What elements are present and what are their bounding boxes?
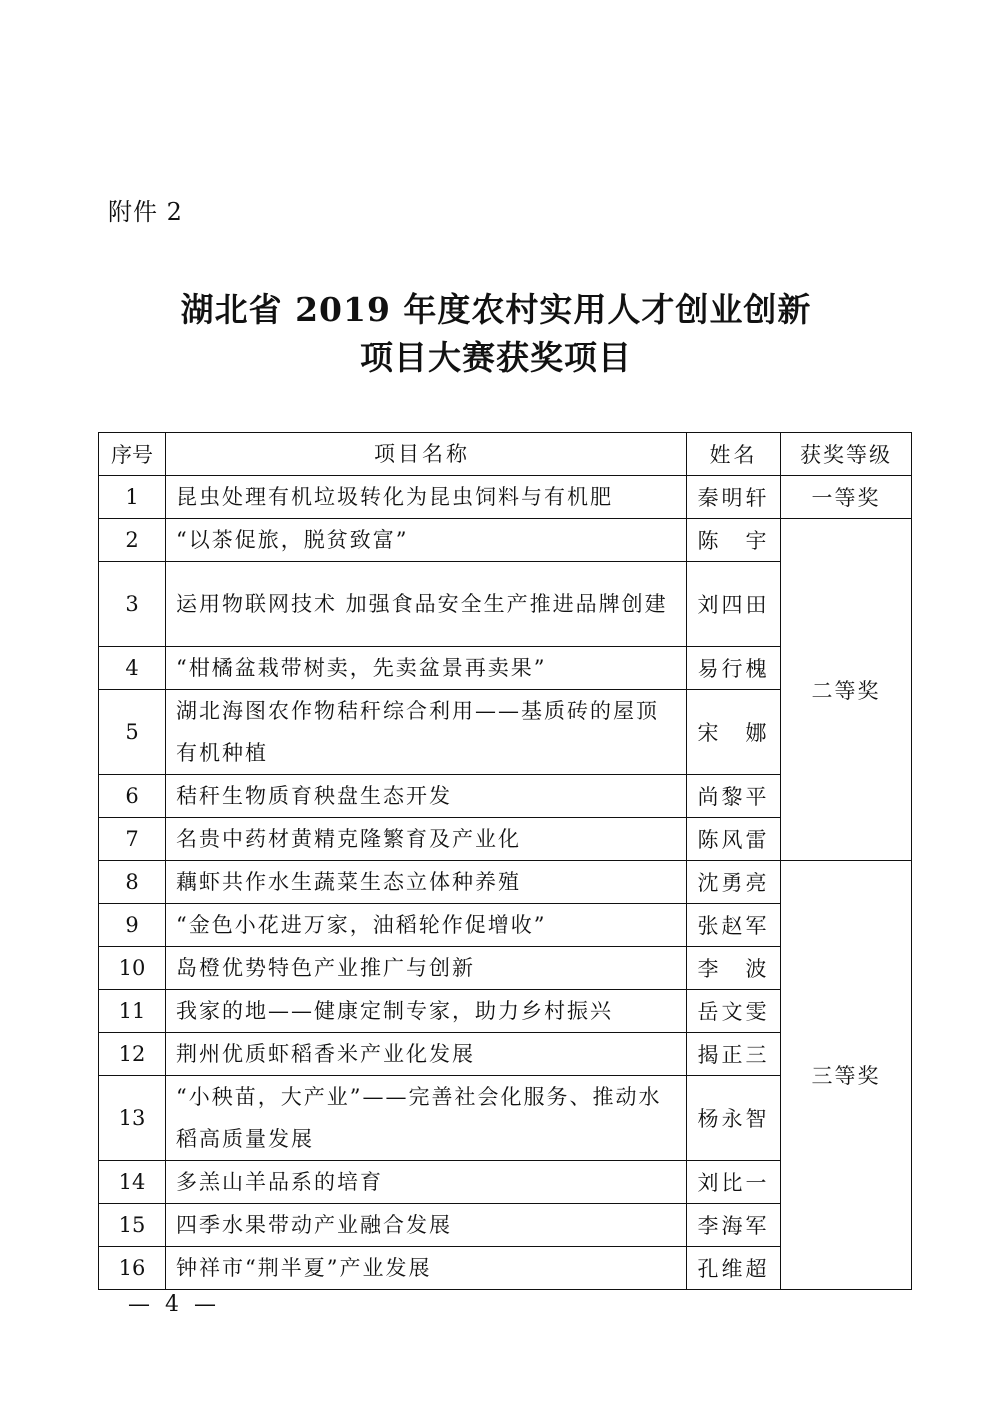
awards-table [98,432,912,1290]
row-project-name: 藕虾共作水生蔬菜生态立体种养殖 [166,861,687,904]
row-project-name: 湖北海图农作物秸秆综合利用——基质砖的屋顶有机种植 [166,690,687,775]
row-project-name: 四季水果带动产业融合发展 [166,1204,687,1247]
row-project-name: 运用物联网技术 加强食品安全生产推进品牌创建 [166,562,687,647]
row-no: 16 [99,1247,166,1290]
row-project-name: 多羔山羊品系的培育 [166,1161,687,1204]
attachment-label: 附件 2 [108,198,183,226]
row-no: 6 [99,775,166,818]
row-no: 12 [99,1033,166,1076]
row-person-name: 揭正三 [687,1033,781,1076]
row-project-name: 秸秆生物质育秧盘生态开发 [166,775,687,818]
row-no: 5 [99,690,166,775]
row-no: 8 [99,861,166,904]
row-person-name: 刘比一 [687,1161,781,1204]
page-number: — 4 — [128,1292,220,1317]
row-project-name: “以茶促旅，脱贫致富” [166,519,687,562]
row-person-name: 陈 宇 [687,519,781,562]
row-person-name: 李 波 [687,947,781,990]
document-title-line-1: 湖北省 2019 年度农村实用人才创业创新 [180,290,812,329]
row-person-name: 刘四田 [687,562,781,647]
row-no: 11 [99,990,166,1033]
row-person-name: 易行槐 [687,647,781,690]
row-person-name: 秦明轩 [687,476,781,519]
row-person-name: 李海军 [687,1204,781,1247]
row-person-name: 陈风雷 [687,818,781,861]
row-project-name: “小秧苗，大产业”——完善社会化服务、推动水稻高质量发展 [166,1076,687,1161]
row-no: 2 [99,519,166,562]
row-project-name: “柑橘盆栽带树卖，先卖盆景再卖果” [166,647,687,690]
row-project-name: 钟祥市“荆半夏”产业发展 [166,1247,687,1290]
award-level-first: 一等奖 [781,476,912,519]
row-person-name: 孔维超 [687,1247,781,1290]
row-project-name: 昆虫处理有机垃圾转化为昆虫饲料与有机肥 [166,476,687,519]
header-no: 序号 [99,433,166,476]
row-person-name: 岳文雯 [687,990,781,1033]
row-no: 9 [99,904,166,947]
header-person-name: 姓名 [687,433,781,476]
row-project-name: 岛橙优势特色产业推广与创新 [166,947,687,990]
row-project-name: 我家的地——健康定制专家，助力乡村振兴 [166,990,687,1033]
row-person-name: 尚黎平 [687,775,781,818]
row-project-name: “金色小花进万家，油稻轮作促增收” [166,904,687,947]
row-person-name: 杨永智 [687,1076,781,1161]
row-no: 1 [99,476,166,519]
table-row [99,519,912,562]
row-no: 14 [99,1161,166,1204]
row-no: 13 [99,1076,166,1161]
row-person-name: 宋 娜 [687,690,781,775]
table-row [99,476,912,519]
table-row [99,861,912,904]
header-award-level: 获奖等级 [781,433,912,476]
row-project-name: 荆州优质虾稻香米产业化发展 [166,1033,687,1076]
table-header-row [99,433,912,476]
row-person-name: 沈勇亮 [687,861,781,904]
award-level-third: 三等奖 [781,861,912,1290]
row-no: 3 [99,562,166,647]
row-project-name: 名贵中药材黄精克隆繁育及产业化 [166,818,687,861]
document-title-line-2: 项目大赛获奖项目 [360,338,632,377]
row-no: 4 [99,647,166,690]
header-project-name: 项目名称 [166,433,687,476]
row-no: 7 [99,818,166,861]
row-no: 10 [99,947,166,990]
row-no: 15 [99,1204,166,1247]
row-person-name: 张赵军 [687,904,781,947]
award-level-second: 二等奖 [781,519,912,861]
